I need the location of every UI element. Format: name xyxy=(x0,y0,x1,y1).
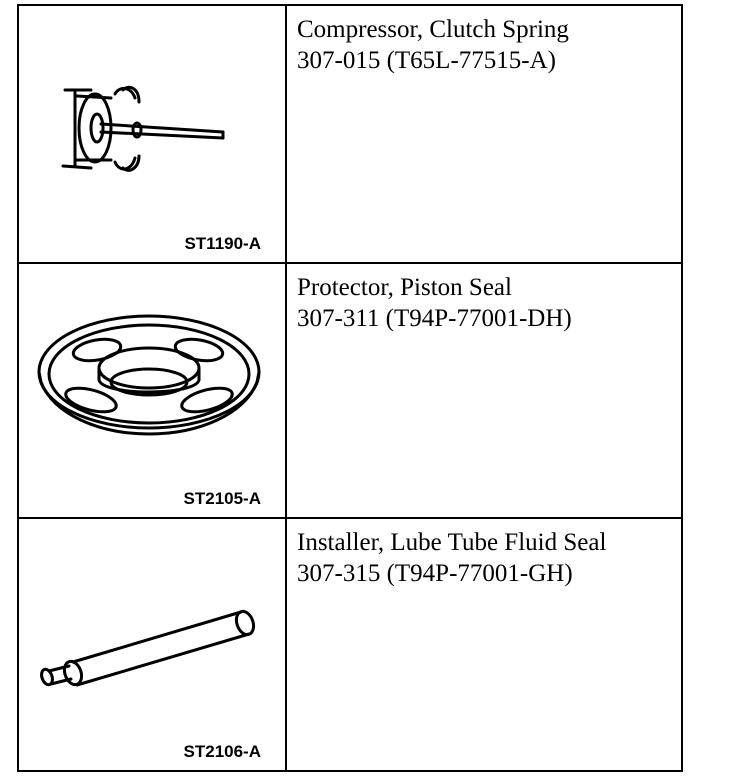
clutch-spring-compressor-icon xyxy=(19,6,285,262)
seal-installer-icon xyxy=(19,519,285,768)
tool-name: Protector, Piston Seal xyxy=(297,274,512,301)
tool-description xyxy=(287,6,681,262)
figure-code: ST1190-A xyxy=(184,234,261,253)
tool-image-cell xyxy=(19,6,287,262)
tool-row xyxy=(19,264,681,519)
figure-code: ST2106-A xyxy=(183,742,261,761)
piston-seal-protector-icon xyxy=(19,264,285,517)
tool-name: Compressor, Clutch Spring xyxy=(297,16,569,43)
tool-image-cell xyxy=(19,519,287,770)
tool-name: Installer, Lube Tube Fluid Seal xyxy=(297,529,607,556)
tool-image-cell xyxy=(19,264,287,517)
tool-number: 307-311 (T94P-77001-DH) xyxy=(297,305,572,332)
special-tools-table xyxy=(17,4,683,772)
tool-row xyxy=(19,6,681,264)
tool-number: 307-315 (T94P-77001-GH) xyxy=(297,560,573,587)
tool-number: 307-015 (T65L-77515-A) xyxy=(297,47,556,74)
tool-description xyxy=(287,519,681,770)
figure-code: ST2105-A xyxy=(183,489,261,508)
tool-description xyxy=(287,264,681,517)
tool-row xyxy=(19,519,681,770)
